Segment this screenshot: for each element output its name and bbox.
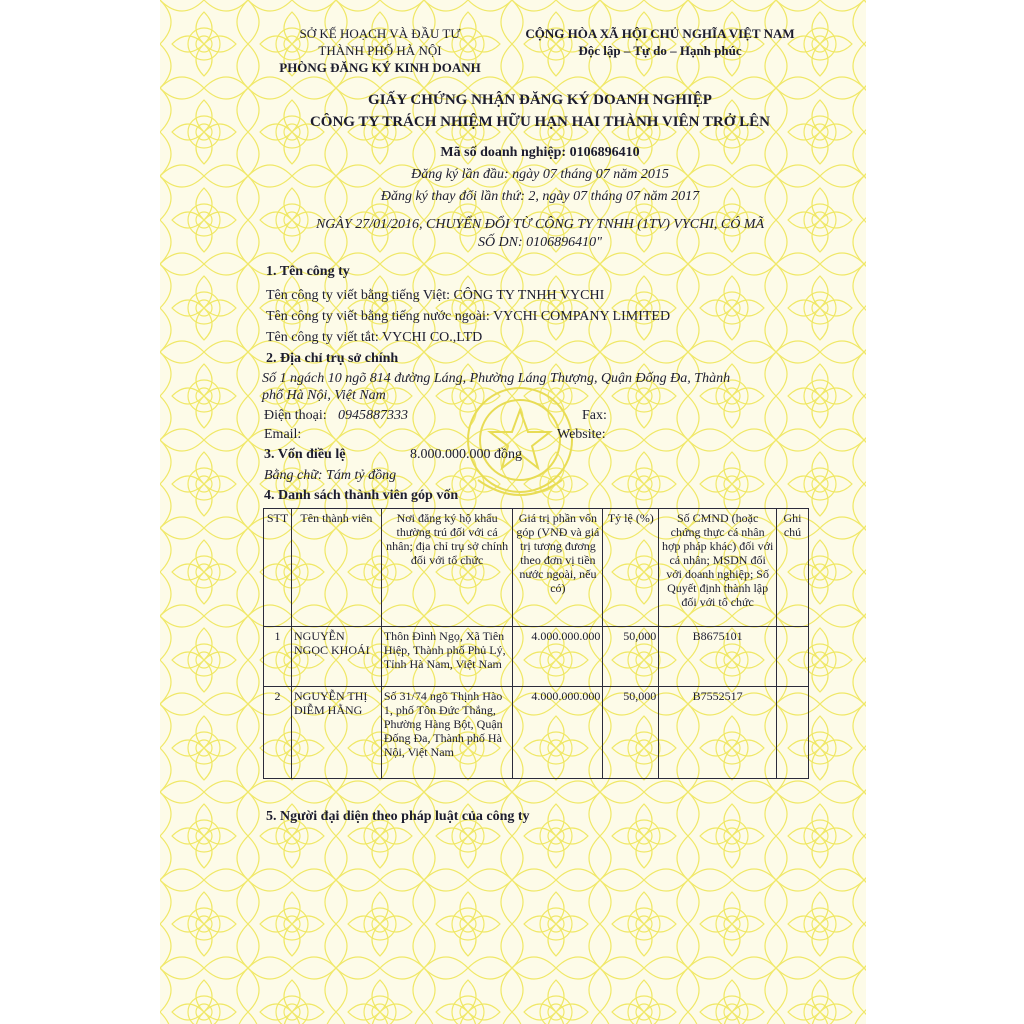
row-id: B7552517: [659, 687, 777, 779]
section5-heading: 5. Người đại diện theo pháp luật của công ty: [266, 809, 530, 824]
header-left-line1: SỞ KẾ HOẠCH VÀ ĐẦU TƯ: [299, 26, 461, 41]
website-label: Website:: [557, 427, 606, 442]
phone-label: Điện thoại:: [264, 408, 327, 423]
header-left-line2: THÀNH PHỐ HÀ NỘI: [318, 43, 442, 58]
header-address: Nơi đăng ký hộ khẩu thường trú đối với cá nhân; địa chỉ trụ sở chính đối với tổ chức: [381, 509, 513, 627]
row-member-name: NGUYỄN NGỌC KHOÁI: [291, 627, 381, 687]
members-table: [263, 508, 809, 779]
address-line2: phố Hà Nội, Việt Nam: [262, 388, 386, 403]
header-value: Giá trị phần vốn góp (VNĐ và giá trị tương đương theo đơn vị tiền nước ngoài, nếu có): [513, 509, 603, 627]
header-note: Ghi chú: [777, 509, 809, 627]
address-line1: Số 1 ngách 10 ngõ 814 đường Láng, Phường Láng Thượng, Quận Đống Đa, Thành: [262, 371, 731, 386]
header-right-line1: CỘNG HÒA XÃ HỘI CHỦ NGHĨA VIỆT NAM: [525, 26, 795, 41]
first-registration: Đăng ký lần đầu: ngày 07 tháng 07 năm 2015: [411, 167, 669, 182]
header-name: Tên thành viên: [291, 509, 381, 627]
row-note: [777, 687, 809, 779]
table-row: [264, 687, 809, 779]
section4-heading: 4. Danh sách thành viên góp vốn: [264, 488, 459, 503]
section2-heading: 2. Địa chỉ trụ sở chính: [266, 351, 399, 366]
email-label: Email:: [264, 427, 302, 442]
company-name-foreign: Tên công ty viết bằng tiếng nước ngoài: VYCHI COMPANY LIMITED: [266, 309, 671, 324]
row-stt: 2: [264, 687, 292, 779]
header-right-line2: Độc lập – Tự do – Hạnh phúc: [578, 43, 742, 58]
row-ratio: 50,000: [603, 627, 659, 687]
charter-capital-amount: 8.000.000.000 đồng: [410, 447, 522, 462]
row-address: Số 31/74 ngõ Thịnh Hào 1, phố Tôn Đức Thắng, Phường Hàng Bột, Quận Đống Đa, Thành phố Hà Nội, Việt Nam: [381, 687, 513, 779]
conversion-note-line1: NGÀY 27/01/2016, CHUYỂN ĐỔI TỪ CÔNG TY TNHH (1TV) VYCHI, CÓ MÃ: [315, 217, 765, 232]
enterprise-code: Mã số doanh nghiệp: 0106896410: [440, 145, 640, 160]
row-note: [777, 627, 809, 687]
header-ratio: Tỷ lệ (%): [603, 509, 659, 627]
row-value: 4.000.000.000: [513, 627, 603, 687]
row-member-name: NGUYỄN THỊ DIỄM HẰNG: [291, 687, 381, 779]
row-stt: 1: [264, 627, 292, 687]
header-id: Số CMND (hoặc chứng thực cá nhân hợp pháp khác) đối với cá nhân; MSDN đối với doanh nghiệp; Số Quyết định thành lập đối với tổ chức: [659, 509, 777, 627]
header-stt: STT: [264, 509, 292, 627]
table-row: [264, 627, 809, 687]
fax-label: Fax:: [582, 408, 607, 423]
row-ratio: 50,000: [603, 687, 659, 779]
header-left-line3: PHÒNG ĐĂNG KÝ KINH DOANH: [279, 60, 481, 75]
section1-heading: 1. Tên công ty: [266, 264, 350, 279]
company-name-short: Tên công ty viết tắt: VYCHI CO.,LTD: [266, 330, 483, 345]
title-line2: CÔNG TY TRÁCH NHIỆM HỮU HẠN HAI THÀNH VIÊN TRỞ LÊN: [309, 114, 771, 130]
row-value: 4.000.000.000: [513, 687, 603, 779]
company-name-vietnamese: Tên công ty viết bằng tiếng Việt: CÔNG TY TNHH VYCHI: [266, 288, 605, 303]
row-id: B8675101: [659, 627, 777, 687]
national-emblem-watermark: [450, 380, 590, 510]
conversion-note-line2: SỐ DN: 0106896410": [477, 235, 603, 250]
row-address: Thôn Đình Ngọ, Xã Tiên Hiệp, Thành phố Phủ Lý, Tỉnh Hà Nam, Việt Nam: [381, 627, 513, 687]
charter-capital-in-words: Bằng chữ: Tám tỷ đồng: [264, 468, 397, 483]
phone-value: 0945887333: [338, 408, 408, 423]
table-header-row: [264, 509, 809, 627]
section3-heading: 3. Vốn điều lệ: [264, 447, 346, 462]
title-line1: GIẤY CHỨNG NHẬN ĐĂNG KÝ DOANH NGHIỆP: [368, 92, 712, 108]
change-registration: Đăng ký thay đổi lần thứ: 2, ngày 07 tháng 07 năm 2017: [380, 189, 700, 204]
